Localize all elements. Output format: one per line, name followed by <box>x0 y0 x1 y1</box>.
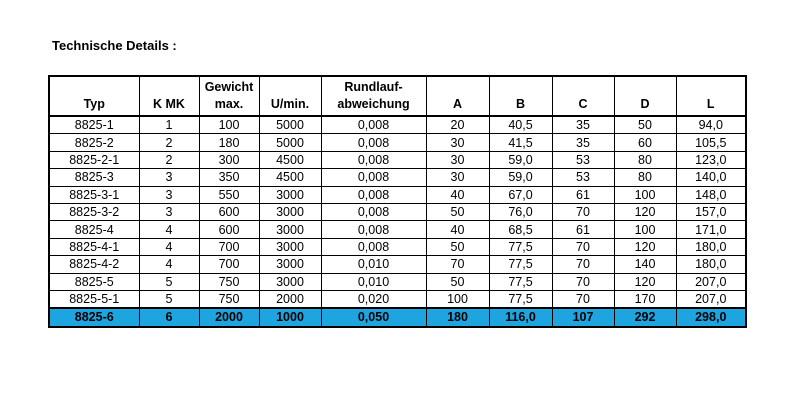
table-row <box>49 169 746 186</box>
table-cell-a: 70 <box>426 256 489 273</box>
table-cell-l: 298,0 <box>676 308 746 326</box>
table-cell-b: 76,0 <box>489 203 552 220</box>
column-header-text: Gewicht <box>204 80 254 94</box>
column-header-text: abweichung <box>337 97 410 111</box>
table-cell-c: 35 <box>552 116 614 134</box>
column-header-text: L <box>706 97 715 111</box>
table-cell-b: 77,5 <box>489 256 552 273</box>
table-cell-d: 80 <box>614 151 676 168</box>
table-row <box>49 256 746 273</box>
table-row <box>49 203 746 220</box>
table-cell-l: 123,0 <box>676 151 746 168</box>
column-header-text: U/min. <box>270 97 310 111</box>
table-row <box>49 186 746 203</box>
table-cell-c: 107 <box>552 308 614 326</box>
table-cell-rundlaufabweichung: 0,008 <box>321 238 426 255</box>
table-cell-b: 59,0 <box>489 169 552 186</box>
table-cell-k-mk: 4 <box>139 221 199 238</box>
table-cell-d: 120 <box>614 238 676 255</box>
table-cell-b: 40,5 <box>489 116 552 134</box>
table-cell-gewicht-max: 100 <box>199 116 259 134</box>
table-cell-d: 120 <box>614 273 676 290</box>
table-cell-a: 50 <box>426 203 489 220</box>
table-cell-c: 70 <box>552 290 614 308</box>
table-cell-typ: 8825-3 <box>49 169 139 186</box>
table-cell-rundlaufabweichung: 0,020 <box>321 290 426 308</box>
table-cell-d: 80 <box>614 169 676 186</box>
column-header-d <box>614 76 676 116</box>
column-header-text: C <box>578 97 588 111</box>
table-cell-c: 35 <box>552 134 614 151</box>
table-cell-b: 77,5 <box>489 290 552 308</box>
column-header-k-mk <box>139 76 199 116</box>
column-header-text: B <box>515 97 526 111</box>
table-cell-gewicht-max: 700 <box>199 256 259 273</box>
table-cell-rundlaufabweichung: 0,008 <box>321 186 426 203</box>
table-cell-c: 70 <box>552 238 614 255</box>
table-cell-typ: 8825-3-2 <box>49 203 139 220</box>
table-cell-a: 20 <box>426 116 489 134</box>
table-cell-gewicht-max: 550 <box>199 186 259 203</box>
table-cell-c: 53 <box>552 151 614 168</box>
table-cell-typ: 8825-4-1 <box>49 238 139 255</box>
table-header-row <box>49 76 746 116</box>
table-cell-u-min: 4500 <box>259 169 321 186</box>
table-cell-k-mk: 4 <box>139 238 199 255</box>
table-cell-c: 53 <box>552 169 614 186</box>
table-cell-typ: 8825-1 <box>49 116 139 134</box>
table-cell-k-mk: 5 <box>139 273 199 290</box>
table-row <box>49 134 746 151</box>
table-cell-b: 67,0 <box>489 186 552 203</box>
table-cell-k-mk: 3 <box>139 203 199 220</box>
table-cell-a: 30 <box>426 134 489 151</box>
table-row <box>49 151 746 168</box>
table-cell-a: 40 <box>426 186 489 203</box>
table-cell-b: 41,5 <box>489 134 552 151</box>
table-cell-u-min: 5000 <box>259 134 321 151</box>
column-header-text: D <box>640 97 650 111</box>
table-cell-l: 157,0 <box>676 203 746 220</box>
table-cell-a: 30 <box>426 151 489 168</box>
table-cell-b: 77,5 <box>489 238 552 255</box>
table-cell-b: 116,0 <box>489 308 552 326</box>
table-cell-rundlaufabweichung: 0,010 <box>321 256 426 273</box>
table-cell-k-mk: 1 <box>139 116 199 134</box>
table-cell-k-mk: 2 <box>139 151 199 168</box>
table-cell-k-mk: 4 <box>139 256 199 273</box>
table-cell-b: 77,5 <box>489 273 552 290</box>
table-cell-u-min: 3000 <box>259 256 321 273</box>
table-cell-gewicht-max: 2000 <box>199 308 259 326</box>
column-header-text: Rundlauf- <box>344 80 403 94</box>
table-cell-typ: 8825-6 <box>49 308 139 326</box>
table-cell-rundlaufabweichung: 0,008 <box>321 203 426 220</box>
table-cell-gewicht-max: 600 <box>199 203 259 220</box>
table-cell-d: 60 <box>614 134 676 151</box>
column-header-b <box>489 76 552 116</box>
table-cell-a: 180 <box>426 308 489 326</box>
table-cell-gewicht-max: 300 <box>199 151 259 168</box>
table-cell-d: 50 <box>614 116 676 134</box>
table-cell-a: 100 <box>426 290 489 308</box>
column-header-text: Typ <box>83 97 105 111</box>
table-cell-l: 105,5 <box>676 134 746 151</box>
table-row <box>49 116 746 134</box>
table-cell-c: 61 <box>552 221 614 238</box>
table-cell-rundlaufabweichung: 0,050 <box>321 308 426 326</box>
table-cell-a: 50 <box>426 273 489 290</box>
table-row <box>49 221 746 238</box>
table-cell-gewicht-max: 750 <box>199 273 259 290</box>
column-header-l <box>676 76 746 116</box>
column-header-typ <box>49 76 139 116</box>
table-row <box>49 273 746 290</box>
column-header-rundlaufabweichung <box>321 76 426 116</box>
table-cell-l: 148,0 <box>676 186 746 203</box>
table-cell-c: 70 <box>552 203 614 220</box>
table-cell-k-mk: 5 <box>139 290 199 308</box>
table-cell-a: 30 <box>426 169 489 186</box>
table-cell-k-mk: 2 <box>139 134 199 151</box>
column-header-text: K MK <box>153 97 185 111</box>
table-cell-typ: 8825-4-2 <box>49 256 139 273</box>
table-cell-d: 100 <box>614 221 676 238</box>
table-cell-l: 207,0 <box>676 290 746 308</box>
table-cell-k-mk: 3 <box>139 186 199 203</box>
table-cell-gewicht-max: 700 <box>199 238 259 255</box>
column-header-c <box>552 76 614 116</box>
column-header-gewicht-max <box>199 76 259 116</box>
table-cell-a: 50 <box>426 238 489 255</box>
table-cell-rundlaufabweichung: 0,008 <box>321 116 426 134</box>
table-cell-u-min: 4500 <box>259 151 321 168</box>
table-row-highlighted <box>49 308 746 326</box>
table-cell-a: 40 <box>426 221 489 238</box>
table-cell-gewicht-max: 180 <box>199 134 259 151</box>
section-title: Technische Details : <box>52 38 177 53</box>
table-cell-u-min: 2000 <box>259 290 321 308</box>
table-cell-l: 94,0 <box>676 116 746 134</box>
table-cell-typ: 8825-4 <box>49 221 139 238</box>
table-body <box>49 116 746 327</box>
table-cell-c: 70 <box>552 256 614 273</box>
table-cell-rundlaufabweichung: 0,008 <box>321 151 426 168</box>
table-cell-rundlaufabweichung: 0,010 <box>321 273 426 290</box>
column-header-u-min <box>259 76 321 116</box>
table-cell-u-min: 3000 <box>259 238 321 255</box>
table-cell-u-min: 1000 <box>259 308 321 326</box>
column-header-a <box>426 76 489 116</box>
table-cell-u-min: 5000 <box>259 116 321 134</box>
table-cell-b: 59,0 <box>489 151 552 168</box>
table-cell-typ: 8825-5-1 <box>49 290 139 308</box>
table-row <box>49 238 746 255</box>
table-cell-k-mk: 3 <box>139 169 199 186</box>
table-cell-l: 171,0 <box>676 221 746 238</box>
table-row <box>49 290 746 308</box>
technical-details-table <box>48 75 747 328</box>
table-cell-d: 120 <box>614 203 676 220</box>
table-cell-typ: 8825-3-1 <box>49 186 139 203</box>
table-cell-rundlaufabweichung: 0,008 <box>321 134 426 151</box>
table-cell-d: 140 <box>614 256 676 273</box>
column-header-text: max. <box>214 97 244 111</box>
table-cell-typ: 8825-2 <box>49 134 139 151</box>
table-cell-d: 100 <box>614 186 676 203</box>
table-cell-c: 70 <box>552 273 614 290</box>
table-cell-k-mk: 6 <box>139 308 199 326</box>
table-cell-l: 180,0 <box>676 238 746 255</box>
table-cell-typ: 8825-2-1 <box>49 151 139 168</box>
table-cell-typ: 8825-5 <box>49 273 139 290</box>
table-cell-l: 180,0 <box>676 256 746 273</box>
table-cell-l: 207,0 <box>676 273 746 290</box>
table-cell-c: 61 <box>552 186 614 203</box>
table-cell-u-min: 3000 <box>259 273 321 290</box>
table-cell-b: 68,5 <box>489 221 552 238</box>
table-cell-gewicht-max: 750 <box>199 290 259 308</box>
table-cell-d: 292 <box>614 308 676 326</box>
column-header-text: A <box>452 97 463 111</box>
table-cell-d: 170 <box>614 290 676 308</box>
table-cell-u-min: 3000 <box>259 186 321 203</box>
table-cell-gewicht-max: 350 <box>199 169 259 186</box>
table-cell-u-min: 3000 <box>259 203 321 220</box>
table-cell-rundlaufabweichung: 0,008 <box>321 221 426 238</box>
table-cell-l: 140,0 <box>676 169 746 186</box>
table-cell-rundlaufabweichung: 0,008 <box>321 169 426 186</box>
table-cell-gewicht-max: 600 <box>199 221 259 238</box>
table-cell-u-min: 3000 <box>259 221 321 238</box>
